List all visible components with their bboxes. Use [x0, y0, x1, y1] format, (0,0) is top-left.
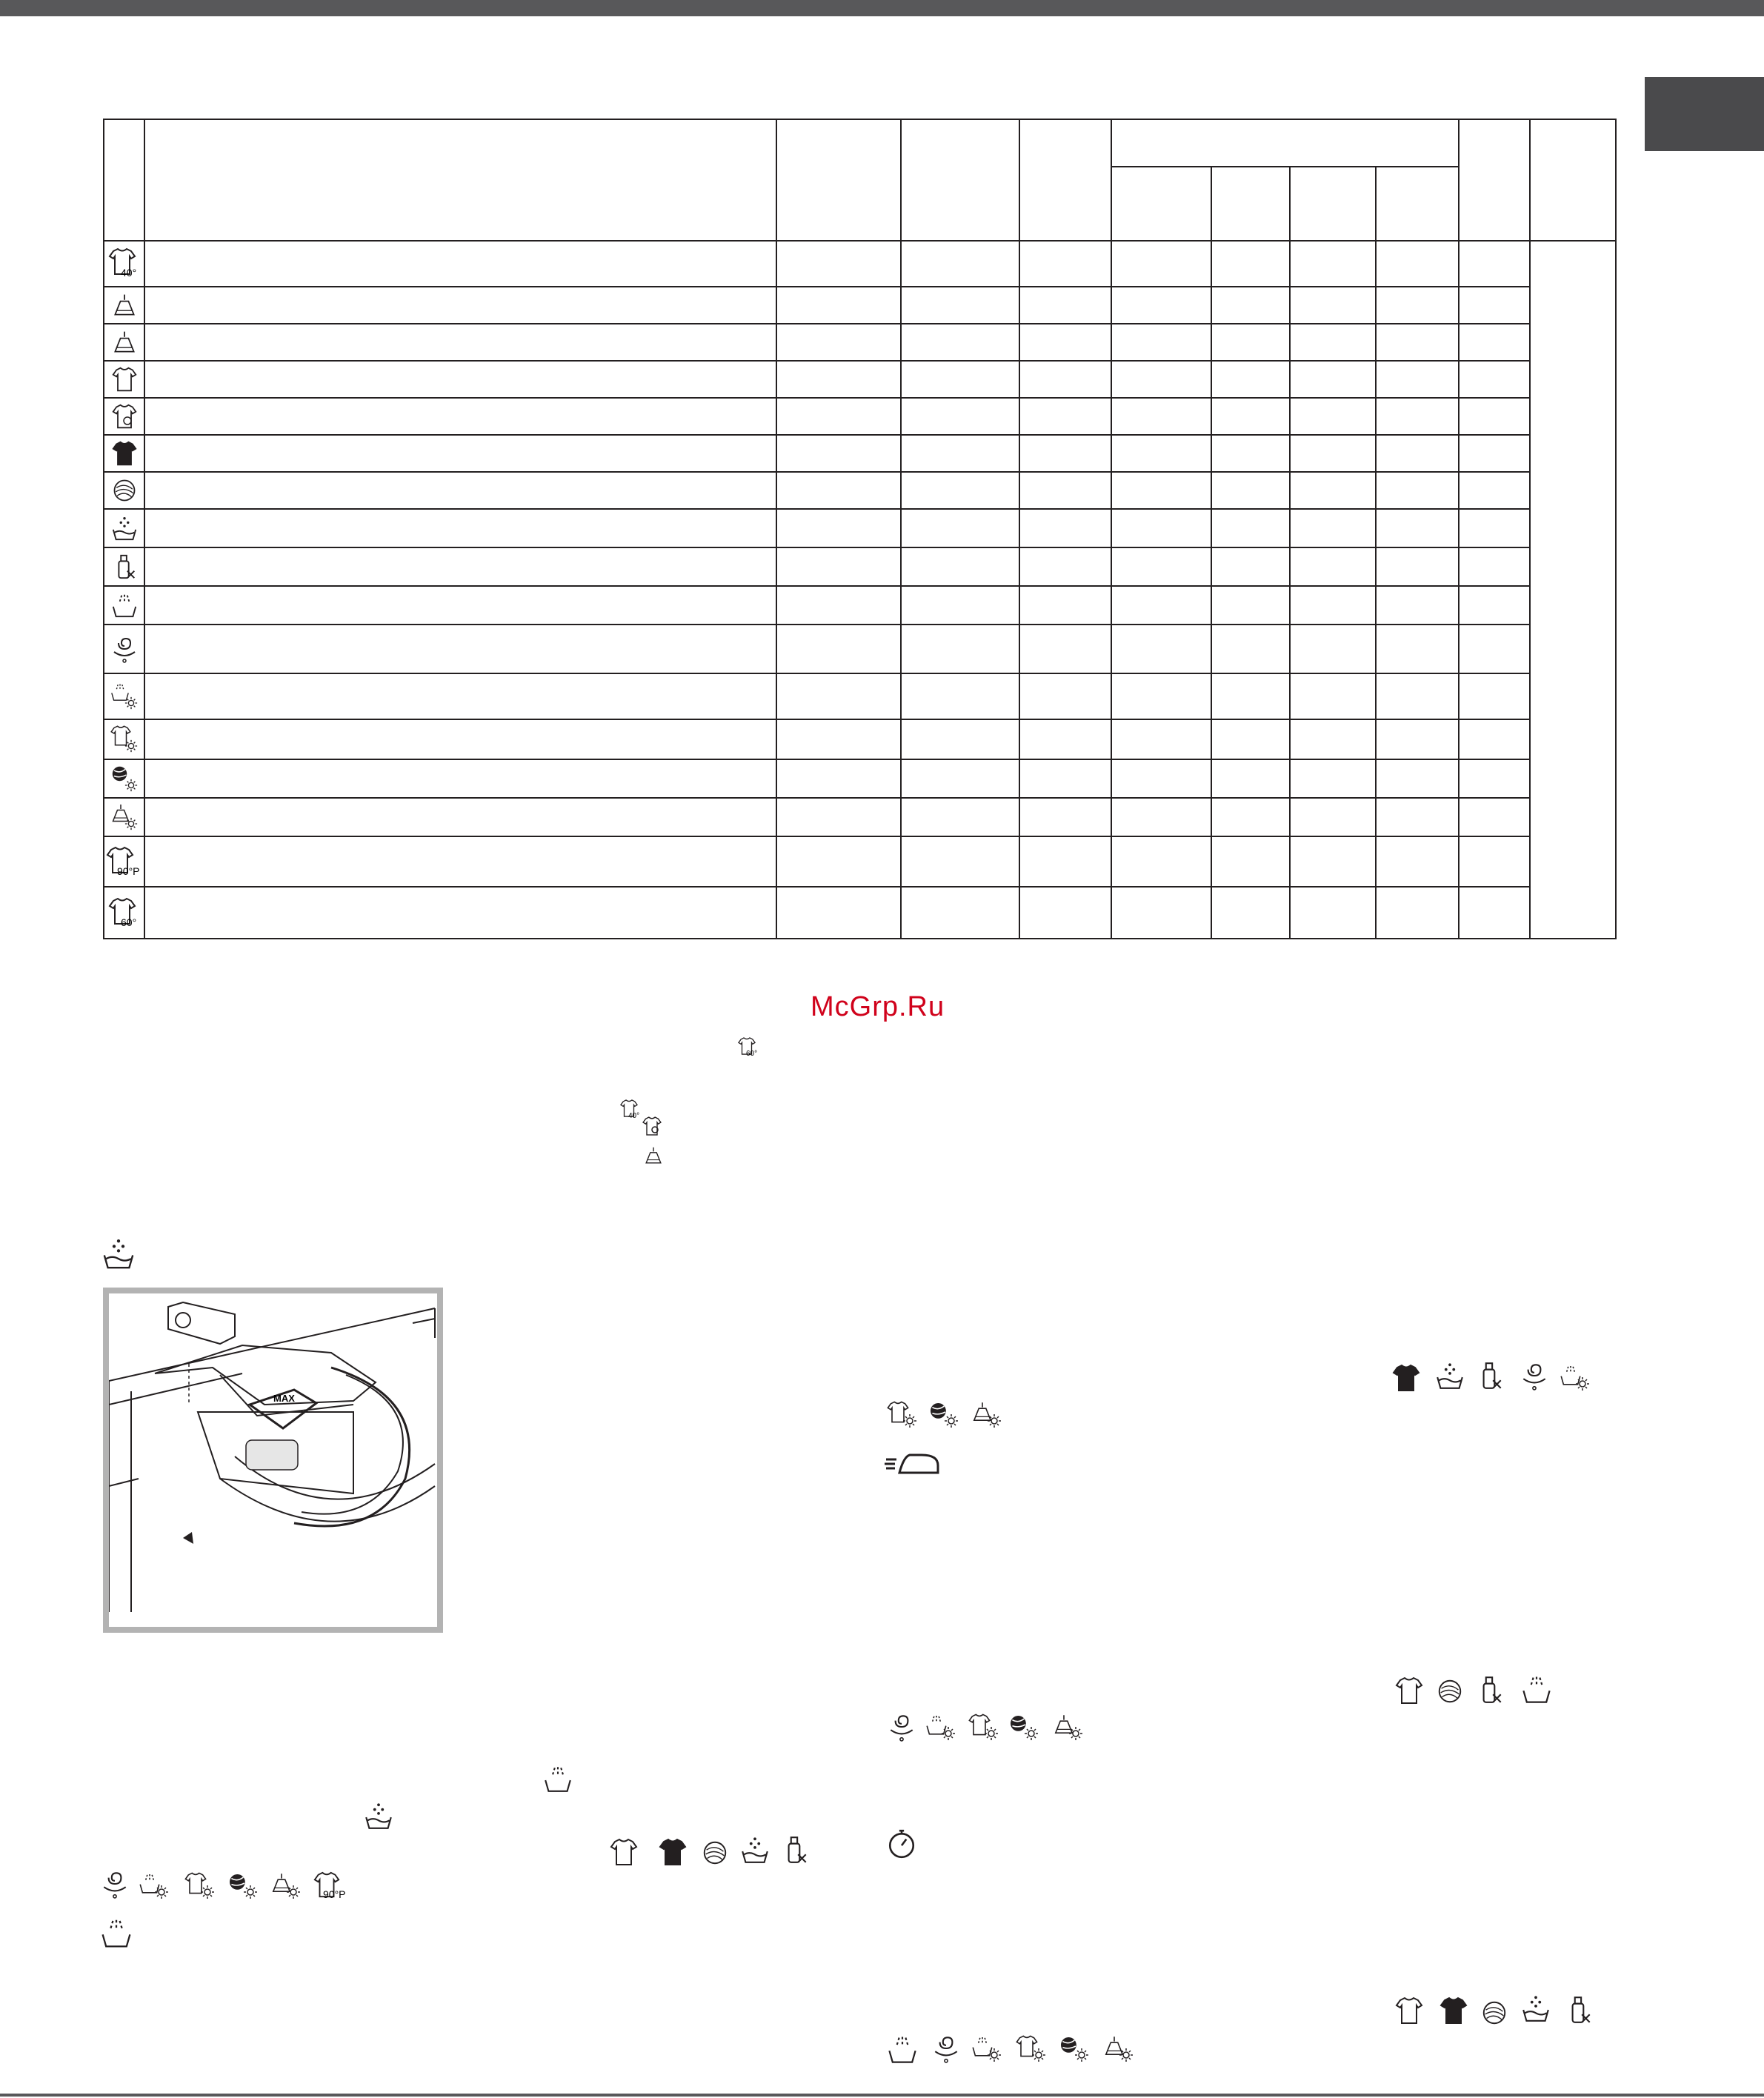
table-row	[104, 547, 1616, 586]
programme-table	[103, 119, 1617, 939]
dark-shirt-icon	[1391, 1363, 1424, 1399]
wool-icon	[1480, 1999, 1510, 2032]
basin-sun-icon	[110, 682, 139, 711]
spiral-spin-icon	[1519, 1359, 1551, 1398]
table-row	[104, 719, 1616, 759]
flask-sun-icon	[1052, 1713, 1086, 1748]
shirt-sun-icon	[184, 1871, 218, 1906]
silk-icon	[111, 292, 138, 319]
basin-sun-icon	[138, 1871, 172, 1906]
shirt-90p-icon	[313, 1870, 357, 1906]
bottle-icon	[110, 553, 139, 581]
wool-icon	[111, 477, 138, 504]
table-row	[104, 509, 1616, 547]
shirt-sun-icon	[886, 1400, 920, 1435]
bottle-icon	[1563, 1993, 1596, 2032]
ball-sun-icon	[227, 1871, 261, 1906]
shirt-90p-icon	[105, 844, 144, 879]
svg-text:60°: 60°	[120, 916, 136, 928]
svg-text:MAX: MAX	[273, 1393, 295, 1404]
shirt-sun-icon	[1015, 2034, 1049, 2069]
flask-sun-icon	[270, 1871, 304, 1906]
silk-icon	[643, 1145, 665, 1171]
dark-shirt-icon	[1439, 1996, 1471, 2032]
shirt-40-icon	[619, 1098, 645, 1124]
table-row	[104, 887, 1616, 939]
basin-powder-icon	[101, 1236, 138, 1275]
bottle-icon	[1474, 1359, 1507, 1398]
iron-icon	[883, 1449, 942, 1482]
spiral-spin-icon	[99, 1867, 132, 1906]
language-tab	[1645, 77, 1764, 151]
table-row	[104, 836, 1616, 887]
svg-text:90°P: 90°P	[116, 865, 140, 877]
detergent-drawer-illustration	[103, 1288, 443, 1633]
basin-powder-icon	[110, 514, 139, 542]
header-cell-load	[1019, 119, 1111, 241]
flask-sun-icon	[110, 802, 139, 832]
flask-sun-icon	[1102, 2034, 1136, 2069]
wool-icon	[1436, 1677, 1465, 1711]
flask-sun-icon	[971, 1400, 1005, 1435]
header-cell-duration	[1459, 119, 1530, 241]
table-row	[104, 759, 1616, 798]
bottle-icon	[779, 1833, 812, 1872]
spiral-spin-icon	[931, 2031, 963, 2071]
shirt-delicate-icon	[609, 1837, 642, 1874]
basin-powder-icon	[1434, 1360, 1467, 1396]
subheader-cell-1	[1111, 167, 1211, 241]
table-row	[104, 241, 1616, 287]
baby-shirt-icon	[642, 1116, 664, 1142]
timer-icon	[886, 1828, 919, 1865]
basin-powder-icon	[1520, 1993, 1553, 2029]
basin-rinse-icon	[542, 1763, 575, 1799]
dark-shirt-icon	[111, 440, 138, 467]
subheader-cell-4	[1376, 167, 1459, 241]
ball-sun-icon	[928, 1400, 962, 1435]
table-row	[104, 798, 1616, 836]
subheader-cell-2	[1211, 167, 1290, 241]
basin-powder-icon	[363, 1800, 396, 1836]
dark-shirt-icon	[658, 1837, 690, 1874]
header-cell-notes	[1530, 119, 1616, 241]
shirt-sun-icon	[110, 725, 139, 754]
baby-shirt-icon	[111, 403, 138, 430]
svg-text:40°: 40°	[120, 267, 136, 279]
table-row	[104, 361, 1616, 398]
ball-sun-icon	[1008, 1713, 1042, 1748]
table-row	[104, 586, 1616, 625]
silk-icon	[111, 329, 138, 356]
table-row	[104, 324, 1616, 361]
header-cell-speed	[901, 119, 1019, 241]
top-bar	[0, 0, 1764, 16]
basin-rinse-icon	[99, 1916, 135, 1954]
svg-text:40°: 40°	[628, 1112, 640, 1120]
basin-sun-icon	[925, 1713, 959, 1748]
basin-powder-icon	[739, 1834, 772, 1871]
shirt-delicate-icon	[1394, 1996, 1427, 2032]
header-cell-programme	[144, 119, 776, 241]
shirt-40-icon	[107, 247, 142, 281]
shirt-60-icon	[107, 895, 142, 930]
svg-text:60°: 60°	[746, 1050, 758, 1058]
basin-sun-icon	[971, 2034, 1005, 2069]
table-row	[104, 472, 1616, 509]
table-row	[104, 287, 1616, 324]
ball-sun-icon	[110, 764, 139, 793]
notes-merged-cell	[1530, 241, 1616, 939]
spiral-spin-icon	[110, 633, 139, 665]
basin-rinse-icon	[886, 2033, 920, 2071]
table-row	[104, 398, 1616, 435]
shirt-delicate-icon	[1394, 1676, 1427, 1712]
svg-text:90°P: 90°P	[323, 1888, 346, 1900]
basin-rinse-icon	[110, 591, 139, 619]
header-cell-icon	[104, 119, 144, 241]
header-cell-detergents	[1111, 119, 1459, 167]
table-row	[104, 673, 1616, 719]
ball-sun-icon	[1058, 2034, 1092, 2069]
shirt-sun-icon	[968, 1713, 1002, 1748]
spiral-spin-icon	[886, 1710, 919, 1749]
header-cell-temp	[776, 119, 901, 241]
wool-icon	[701, 1839, 730, 1872]
table-row	[104, 435, 1616, 472]
basin-rinse-icon	[1520, 1673, 1554, 1711]
bottom-rule	[0, 2094, 1764, 2097]
watermark-text: McGrp.Ru	[811, 991, 945, 1022]
shirt-60-icon	[737, 1036, 762, 1062]
subheader-cell-3	[1290, 167, 1376, 241]
table-row	[104, 625, 1616, 673]
basin-sun-icon	[1559, 1363, 1593, 1398]
shirt-delicate-icon	[111, 366, 138, 393]
bottle-icon	[1474, 1673, 1507, 1712]
